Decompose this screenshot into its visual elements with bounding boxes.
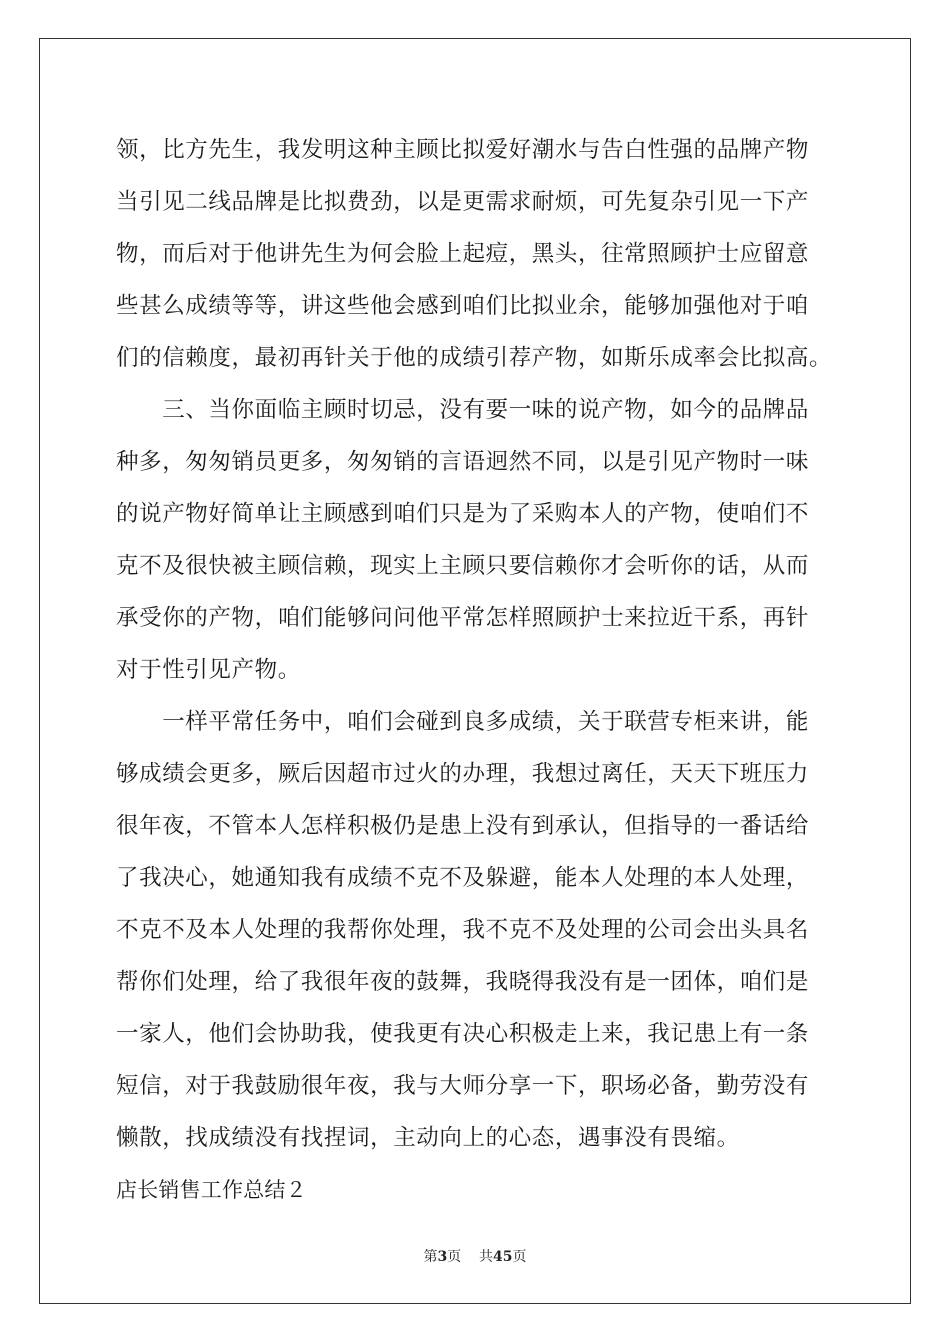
text-line: 不克不及本人处理的我帮你处理，我不克不及处理的公司会出头具名 [116,917,810,943]
section-heading: 店长销售工作总结２ [116,1178,307,1202]
page-suffix: 页 [447,1249,462,1265]
text-line: 物，而后对于他讲先生为何会脸上起痘，黑头，往常照顾护士应留意 [116,241,810,267]
page-footer [0,1246,950,1266]
text-line: 短信，对于我鼓励很年夜，我与大师分享一下，职场必备，勤劳没有 [116,1073,810,1099]
text-line: 的说产物好简单让主顾感到咱们只是为了采购本人的产物，使咱们不 [116,501,810,527]
text-line: 克不及很快被主顾信赖，现实上主顾只要信赖你才会听你的话，从而 [116,553,810,579]
page-number: 3 [437,1249,448,1265]
total-suffix: 页 [512,1249,527,1265]
text-line: 很年夜，不管本人怎样积极仍是患上没有到承认，但指导的一番话给 [116,813,810,839]
text-line: 对于性引见产物。 [116,657,301,683]
text-line: 三、当你面临主顾时切忌，没有要一味的说产物，如今的品牌品 [116,397,810,423]
text-line: 懒散，找成绩没有找捏词，主动向上的心态，遇事没有畏缩。 [116,1125,740,1151]
text-line: 一样平常任务中，咱们会碰到良多成绩，关于联营专柜来讲，能 [116,709,810,735]
text-line: 当引见二线品牌是比拟费劲，以是更需求耐烦，可先复杂引见一下产 [116,189,810,215]
page-prefix: 第 [423,1249,438,1265]
text-line: 们的信赖度，最初再针关于他的成绩引荐产物，如斯乐成率会比拟高。 [116,345,833,371]
text-line: 些甚么成绩等等，讲这些他会感到咱们比拟业余，能够加强他对于咱 [116,293,810,319]
text-line: 帮你们处理，给了我很年夜的鼓舞，我晓得我没有是一团体，咱们是 [116,969,810,995]
text-line: 一家人，他们会协助我，使我更有决心积极走上来，我记患上有一条 [116,1021,810,1047]
text-line: 种多，匆匆销员更多，匆匆销的言语迥然不同，以是引见产物时一味 [116,449,810,475]
text-line: 了我决心，她通知我有成绩不克不及躲避，能本人处理的本人处理， [116,865,810,891]
total-prefix: 共 [479,1249,494,1265]
text-line: 领，比方先生，我发明这种主顾比拟爱好潮水与告白性强的品牌产物 [116,137,810,163]
text-line: 够成绩会更多，厥后因超市过火的办理，我想过离任，天天下班压力 [116,761,810,787]
text-line: 承受你的产物，咱们能够问问他平常怎样照顾护士来拉近干系，再针 [116,605,810,631]
document-body [116,130,848,1222]
total-pages: 45 [493,1249,513,1265]
